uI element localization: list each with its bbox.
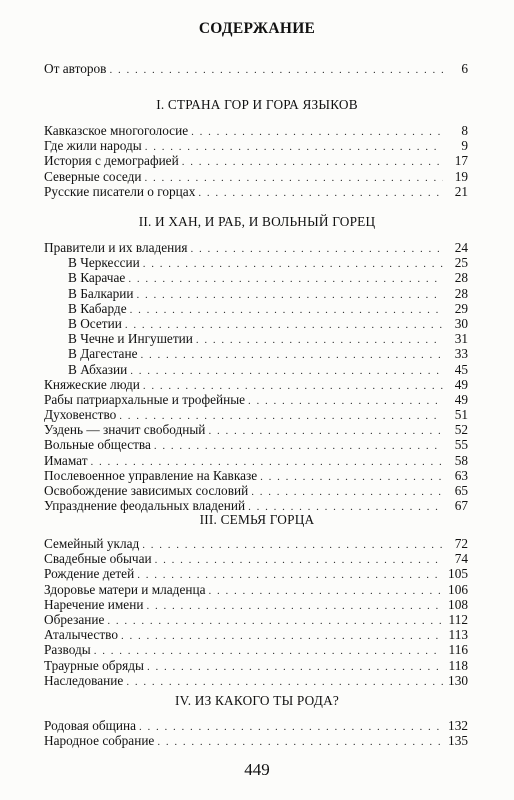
toc-entry <box>44 642 468 657</box>
toc-entry-text: Рождение детей <box>44 566 135 582</box>
toc-entry-text: Где жили народы <box>44 138 142 154</box>
section-heading: II. И ХАН, И РАБ, И ВОЛЬНЫЙ ГОРЕЦ <box>138 214 376 229</box>
toc-entry-page: 29 <box>454 300 468 316</box>
toc-entry-text: Северные соседи <box>44 168 142 184</box>
toc-entry-page: 49 <box>454 376 468 392</box>
toc-entry-page: 21 <box>454 183 468 199</box>
toc-entry-text: Наречение имени <box>44 596 144 612</box>
toc-entry-text: В Черкессии <box>68 255 140 271</box>
toc-leader-dots <box>130 303 443 318</box>
toc-entry <box>44 673 468 688</box>
toc-entry <box>44 468 468 483</box>
section-heading: III. СЕМЬЯ ГОРЦА <box>199 512 315 527</box>
toc-section-1 <box>44 123 468 199</box>
toc-subentry <box>44 362 468 377</box>
toc-entry-page: 67 <box>454 498 468 514</box>
toc-entry-page: 63 <box>454 467 468 483</box>
toc-entry <box>44 123 468 138</box>
toc-leader-dots <box>145 140 443 155</box>
toc-entry-page: 105 <box>448 566 468 582</box>
toc-entry-page: 17 <box>454 153 468 169</box>
toc-entry-page: 108 <box>448 596 468 612</box>
toc-entry-text: Княжеские люди <box>44 376 140 392</box>
toc-leader-dots <box>248 394 443 409</box>
toc-leader-dots <box>140 348 443 363</box>
toc-entry <box>44 422 468 437</box>
toc-entry-text: Траурные обряды <box>44 657 144 673</box>
toc-entry-page: 132 <box>448 718 468 733</box>
toc-entry <box>44 483 468 498</box>
toc-leader-dots <box>208 424 443 439</box>
toc-entry-page: 25 <box>454 255 468 271</box>
toc-entry <box>44 718 468 733</box>
toc-leader-dots <box>107 614 443 629</box>
toc-entry-text: В Дагестане <box>68 346 138 362</box>
toc-entry-page: 130 <box>448 672 468 688</box>
toc-entry-text: Русские писатели о горцах <box>44 183 196 199</box>
toc-entry-page: 24 <box>454 240 468 255</box>
toc-section-2 <box>44 240 468 513</box>
toc-entry-text: Аталычество <box>44 627 118 643</box>
toc-entry <box>44 658 468 673</box>
toc-subentry <box>44 316 468 331</box>
toc-subentry <box>44 346 468 361</box>
toc-entry <box>44 437 468 452</box>
toc-entry-page: 112 <box>448 611 468 627</box>
toc-entry-text: От авторов <box>44 61 107 76</box>
toc-entry-page: 55 <box>454 437 468 453</box>
toc-entry-text: Имамат <box>44 452 88 468</box>
toc-leader-dots <box>142 538 443 553</box>
toc-entry <box>44 551 468 566</box>
toc-entry-text: Родовая община <box>44 718 136 733</box>
toc-entry <box>44 627 468 642</box>
toc-entry-text: Кавказское многоголосие <box>44 123 189 138</box>
toc-entry-text: Обрезание <box>44 611 105 627</box>
toc-subentry <box>44 331 468 346</box>
toc-leader-dots <box>121 629 443 644</box>
toc-section-4 <box>44 718 468 748</box>
toc-entry-page: 45 <box>454 361 468 377</box>
toc-subentry <box>44 301 468 316</box>
toc-leader-dots <box>198 186 443 201</box>
toc-entry-text: Духовенство <box>44 407 117 423</box>
toc-entry-page: 113 <box>448 627 468 643</box>
toc-section-3 <box>44 536 468 688</box>
toc-entry <box>44 733 468 748</box>
toc-entry-page: 74 <box>454 551 468 567</box>
toc-entry-text: Послевоенное управление на Кавказе <box>44 467 258 483</box>
toc-entry <box>44 536 468 551</box>
toc-entry-text: В Карачае <box>68 270 126 286</box>
toc-entry <box>44 61 468 76</box>
section-heading: IV. ИЗ КАКОГО ТЫ РОДА? <box>175 693 339 708</box>
toc-entry <box>44 612 468 627</box>
toc-entry <box>44 240 468 255</box>
toc-entry-text: В Балкарии <box>68 285 134 301</box>
toc-entry <box>44 153 468 168</box>
toc-entry-page: 51 <box>454 407 468 423</box>
toc-entry-text: Правители и их владения <box>44 240 188 255</box>
toc-entry-text: В Кабарде <box>68 300 127 316</box>
toc-entry <box>44 184 468 199</box>
toc-entry-page: 31 <box>454 331 468 347</box>
toc-entry <box>44 597 468 612</box>
toc-entry-page: 52 <box>454 422 468 438</box>
toc-leader-dots <box>157 735 443 750</box>
toc-entry-page: 116 <box>448 642 468 658</box>
toc-leader-dots <box>147 660 443 675</box>
toc-entry-page: 58 <box>454 452 468 468</box>
page-number: 449 <box>244 760 270 779</box>
toc-entry-text: Свадебные обычаи <box>44 551 152 567</box>
toc-leader-dots <box>126 675 443 690</box>
toc-entry <box>44 169 468 184</box>
toc-entry <box>44 392 468 407</box>
toc-entry-text: Семейный уклад <box>44 536 140 551</box>
toc-entry-page: 33 <box>454 346 468 362</box>
toc-leader-dots <box>196 333 443 348</box>
toc-leader-dots <box>154 439 443 454</box>
toc-entry-page: 28 <box>454 285 468 301</box>
toc-entry-text: В Осетии <box>68 315 122 331</box>
page-title: СОДЕРЖАНИЕ <box>198 20 316 37</box>
toc-entry-page: 19 <box>454 168 468 184</box>
toc-subentry <box>44 286 468 301</box>
toc-entry-text: Упразднение феодальных владений <box>44 498 246 514</box>
toc-leader-dots <box>208 584 443 599</box>
toc-entry-page: 118 <box>448 657 468 673</box>
toc-entry-page: 6 <box>461 61 468 76</box>
toc-entry <box>44 582 468 597</box>
toc-leader-dots <box>128 272 443 287</box>
toc-entry-text: Разводы <box>44 642 91 658</box>
toc-leader-dots <box>130 364 443 379</box>
toc-entry-page: 72 <box>454 536 468 551</box>
toc-entry-text: Освобождение зависимых сословий <box>44 483 249 498</box>
toc-entry <box>44 566 468 581</box>
toc-leader-dots <box>109 63 443 78</box>
toc-entry-page: 135 <box>448 733 468 749</box>
toc-entry-text: В Чечне и Ингушетии <box>68 331 193 347</box>
toc-entry-page: 65 <box>454 483 468 498</box>
toc-entry-page: 28 <box>454 270 468 286</box>
toc-leader-dots <box>251 485 443 500</box>
toc-entry-text: Здоровье матери и младенца <box>44 581 206 597</box>
toc-leader-dots <box>94 644 443 659</box>
toc-leader-dots <box>191 242 443 257</box>
toc-entry-text: Наследование <box>44 672 124 688</box>
toc-entry-page: 9 <box>461 138 468 154</box>
toc-leader-dots <box>182 155 443 170</box>
toc-subentry <box>44 270 468 285</box>
toc-leader-dots <box>260 470 443 485</box>
toc-subentry <box>44 255 468 270</box>
toc-entry <box>44 407 468 422</box>
toc-leader-dots <box>143 257 443 272</box>
toc-entry-text: Вольные общества <box>44 437 151 453</box>
toc-intro <box>44 61 468 76</box>
toc-entry <box>44 138 468 153</box>
toc-entry <box>44 453 468 468</box>
toc-entry-text: Рабы патриархальные и трофейные <box>44 391 246 407</box>
toc-entry-text: В Абхазии <box>68 361 128 377</box>
toc-leader-dots <box>139 720 443 735</box>
toc-entry-page: 49 <box>454 391 468 407</box>
toc-leader-dots <box>155 553 443 568</box>
section-heading: I. СТРАНА ГОР И ГОРА ЯЗЫКОВ <box>156 97 358 112</box>
toc-leader-dots <box>191 125 443 140</box>
toc-entry-text: Народное собрание <box>44 733 155 749</box>
toc-entry <box>44 377 468 392</box>
toc-entry-page: 8 <box>461 123 468 138</box>
toc-entry-text: История с демографией <box>44 153 179 169</box>
toc-leader-dots <box>146 599 443 614</box>
toc-entry-text: Уздень — значит свободный <box>44 422 206 438</box>
toc-entry-page: 30 <box>454 315 468 331</box>
toc-leader-dots <box>137 288 443 303</box>
toc-entry-page: 106 <box>448 581 468 597</box>
